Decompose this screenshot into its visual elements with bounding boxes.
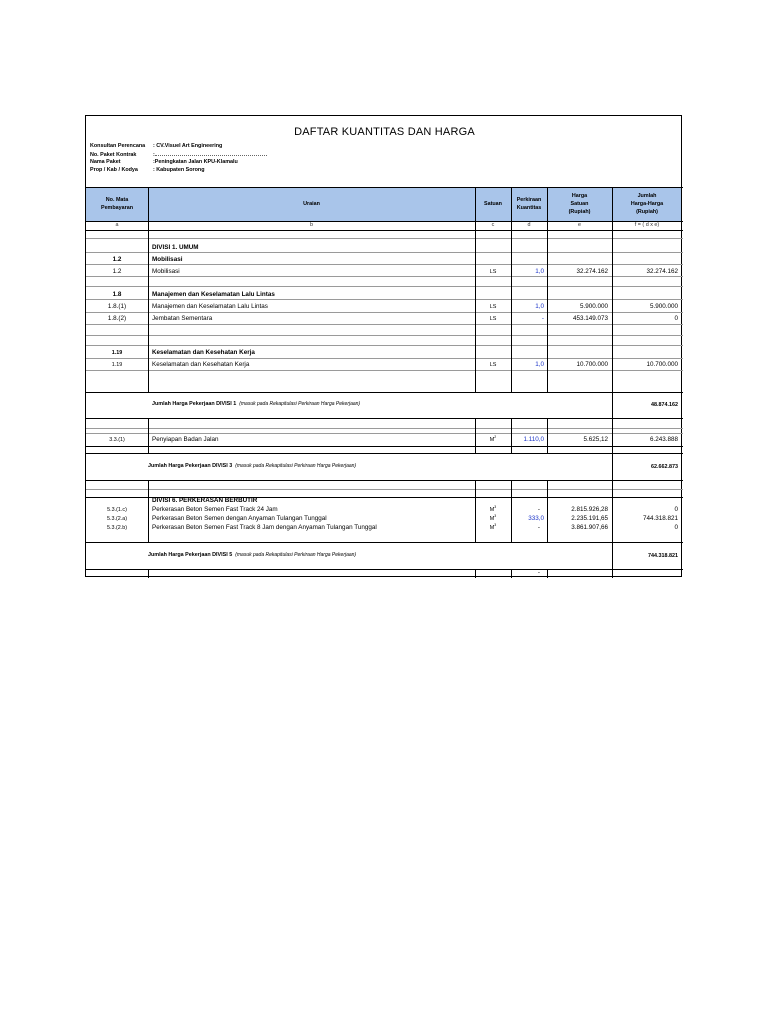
- item-unit: LS: [489, 269, 497, 275]
- item-amount: 32.274.162: [646, 268, 678, 275]
- info-key: Nama Paket: [90, 159, 121, 165]
- division-total-label: [152, 400, 360, 408]
- item-no: 5.3.(2.a): [106, 516, 128, 522]
- item-description: Perkerasan Beton Semen Fast Track 24 Jam: [152, 506, 278, 513]
- info-value: : Kabupaten Sorong: [153, 167, 205, 173]
- rule: [86, 324, 683, 325]
- info-nama-paket: [90, 159, 238, 165]
- header-jumlah: [612, 187, 682, 221]
- item-amount: 744.318.821: [642, 515, 678, 522]
- division-total-label: [148, 551, 356, 559]
- item-unit: LS: [489, 304, 497, 310]
- info-value: :: [153, 152, 155, 158]
- item-quantity: -: [537, 506, 540, 513]
- rule: [86, 221, 683, 222]
- division-total-value: 62.662.873: [651, 464, 678, 470]
- division-title: DIVISI 1. UMUM: [152, 244, 199, 251]
- item-description: Mobilisasi: [152, 268, 180, 275]
- unit-text: M: [489, 516, 495, 522]
- rule: [86, 480, 683, 481]
- info-key: Prop / Kab / Kodya: [90, 167, 138, 173]
- item-description: Penyiapan Badan Jalan: [152, 436, 219, 443]
- item-description: Perkerasan Beton Semen dengan Anyaman Tulangan Tunggal: [152, 515, 327, 522]
- header-satuan-label: Satuan: [484, 201, 502, 207]
- total-label-note: (masuk pada Rekapitulasi Perkiraan Harga Pekerjaan): [239, 401, 361, 407]
- item-amount: 10.700.000: [646, 361, 678, 368]
- header-satuan: [475, 187, 511, 221]
- rule: [86, 453, 683, 454]
- header-no: [86, 187, 148, 221]
- unit-superscript: 3: [494, 514, 497, 519]
- item-amount: 0: [674, 506, 678, 513]
- division-total-label: [148, 462, 356, 470]
- item-unit-price: 5.900.000: [579, 303, 608, 310]
- info-key: Konsultan Perencana: [90, 143, 146, 149]
- rule: [86, 335, 683, 336]
- header-jumlah-line3: (Rupiah): [636, 209, 658, 215]
- rule: [86, 569, 683, 570]
- item-amount: 0: [674, 524, 678, 531]
- item-unit-price: 3.861.907,66: [571, 524, 608, 531]
- item-amount: 5.900.000: [649, 303, 678, 310]
- item-amount: 0: [674, 315, 678, 322]
- division-title: DIVISI 6. PERKERASAN BERBUTIR: [152, 497, 258, 504]
- item-no: 3.3.(1): [109, 437, 125, 443]
- item-unit: [475, 506, 511, 514]
- col-letter-b: b: [310, 222, 313, 228]
- rule: [86, 286, 683, 287]
- col-letter-c: c: [491, 222, 495, 228]
- rule: [86, 252, 683, 253]
- item-no: 5.3.(1.c): [107, 507, 127, 513]
- item-quantity: -: [537, 569, 540, 576]
- item-unit: LS: [489, 362, 497, 368]
- column-divider: [148, 187, 149, 392]
- header-kuantitas: [511, 187, 547, 221]
- item-unit-price: 5.625,12: [583, 436, 608, 443]
- total-label-note: (masuk pada Rekapitulasi Perkiraan Harga Pekerjaan): [235, 552, 357, 558]
- item-no: 1.2: [112, 268, 122, 275]
- division-total-value: 744.318.821: [648, 553, 678, 559]
- header-harga: [547, 187, 612, 221]
- blank-line: [155, 151, 267, 156]
- item-unit: [475, 515, 511, 523]
- rule: [86, 489, 683, 490]
- total-label-text: Jumlah Harga Pekerjaan DIVISI 1: [152, 401, 237, 407]
- header-no-line2: Pembayaran: [100, 205, 134, 211]
- total-label-text: Jumlah Harga Pekerjaan DIVISI 3: [148, 463, 233, 469]
- info-prop: [90, 167, 205, 173]
- rule: [86, 392, 683, 393]
- item-amount: 6.243.888: [649, 436, 678, 443]
- rule: [86, 370, 683, 371]
- header-harga-line3: (Rupiah): [568, 209, 591, 215]
- col-letter-d: d: [527, 222, 531, 228]
- info-key: No. Paket Kontrak: [90, 152, 137, 158]
- item-group-title: Keselamatan dan Kesehatan Kerja: [152, 349, 255, 356]
- header-no-line1: No. Mata: [105, 197, 129, 203]
- item-unit-price: 10.700.000: [576, 361, 608, 368]
- column-divider: [148, 480, 149, 542]
- item-quantity: -: [541, 315, 544, 322]
- item-quantity: 1.110,0: [523, 436, 544, 443]
- rule: [86, 542, 683, 543]
- document-title: DAFTAR KUANTITAS DAN HARGA: [294, 126, 475, 138]
- item-no: 1.8.(1): [107, 303, 127, 310]
- column-divider: [547, 569, 548, 578]
- unit-text: M: [489, 525, 495, 531]
- item-unit: LS: [489, 316, 497, 322]
- column-divider: [612, 569, 613, 578]
- unit-superscript: 3: [494, 523, 497, 528]
- item-unit-price: 453.149.073: [572, 315, 608, 322]
- unit-superscript: 2: [494, 435, 497, 440]
- rule: [86, 345, 683, 346]
- rule: [86, 299, 683, 300]
- item-no: 1.8: [112, 291, 122, 298]
- rule: [86, 230, 683, 231]
- item-unit-price: 2.235.191,65: [571, 515, 608, 522]
- item-quantity: 1,0: [535, 268, 544, 275]
- header-jumlah-line2: Harga-Harga: [630, 201, 664, 207]
- rule: [86, 312, 683, 313]
- item-no: 1.8.(2): [107, 315, 127, 322]
- col-letter-f: f = ( d x e): [634, 222, 660, 228]
- header-kuantitas-line2: Kuantitas: [516, 205, 542, 211]
- item-description: Perkerasan Beton Semen Fast Track 8 Jam dengan Anyaman Tulangan Tunggal: [152, 524, 377, 531]
- division-total-value: 48.874.162: [651, 402, 678, 408]
- rule: [86, 446, 683, 447]
- item-description: Jembatan Sementara: [152, 315, 213, 322]
- header-uraian-label: Uraian: [303, 201, 320, 207]
- item-quantity: -: [537, 524, 540, 531]
- item-group-title: Manajemen dan Keselamatan Lalu Lintas: [152, 291, 275, 298]
- header-uraian: [148, 187, 475, 221]
- item-no: 1.2: [112, 256, 122, 263]
- item-unit: [475, 436, 511, 444]
- item-unit-price: 2.815.926,28: [571, 506, 608, 513]
- info-value: :Peningkatan Jalan KPU-Klamalu: [153, 159, 238, 165]
- item-unit: [475, 524, 511, 532]
- header-harga-line2: Satuan: [570, 201, 589, 207]
- item-no: 5.3.(2.b): [106, 525, 128, 531]
- unit-text: M: [489, 507, 495, 513]
- unit-superscript: 3: [494, 505, 497, 510]
- item-quantity: 333,0: [528, 515, 544, 522]
- rule: [86, 433, 683, 434]
- column-divider: [475, 569, 476, 578]
- col-letter-a: a: [115, 222, 119, 228]
- total-label-text: Jumlah Harga Pekerjaan DIVISI 5: [148, 552, 233, 558]
- unit-text: M: [489, 437, 495, 443]
- rule: [86, 358, 683, 359]
- rule: [86, 264, 683, 265]
- item-group-title: Mobilisasi: [152, 256, 183, 263]
- rule: [86, 276, 683, 277]
- column-divider: [148, 418, 149, 453]
- col-letter-e: e: [578, 222, 581, 228]
- rule: [86, 428, 683, 429]
- total-label-note: (masuk pada Rekapitulasi Perkiraan Harga Pekerjaan): [235, 463, 357, 469]
- item-description: Manajemen dan Keselamatan Lalu Lintas: [152, 303, 268, 310]
- rule: [86, 187, 683, 188]
- header-harga-line1: Harga: [571, 193, 588, 199]
- item-no: 1.19: [111, 362, 123, 368]
- header-jumlah-line1: Jumlah: [637, 193, 657, 199]
- rule: [86, 238, 683, 239]
- rule: [86, 418, 683, 419]
- info-no-paket: [90, 151, 267, 158]
- info-value: : CV.Visuel Art Engineering: [153, 143, 223, 149]
- boq-sheet: [85, 115, 682, 577]
- item-no: 1.19: [111, 350, 123, 356]
- item-quantity: 1,0: [535, 361, 544, 368]
- item-description: Keselamatan dan Kesehatan Kerja: [152, 361, 250, 368]
- column-divider: [148, 569, 149, 578]
- info-konsultan: [90, 143, 222, 149]
- header-kuantitas-line1: Perkiraan: [516, 197, 542, 203]
- item-unit-price: 32.274.162: [576, 268, 608, 275]
- item-quantity: 1,0: [535, 303, 544, 310]
